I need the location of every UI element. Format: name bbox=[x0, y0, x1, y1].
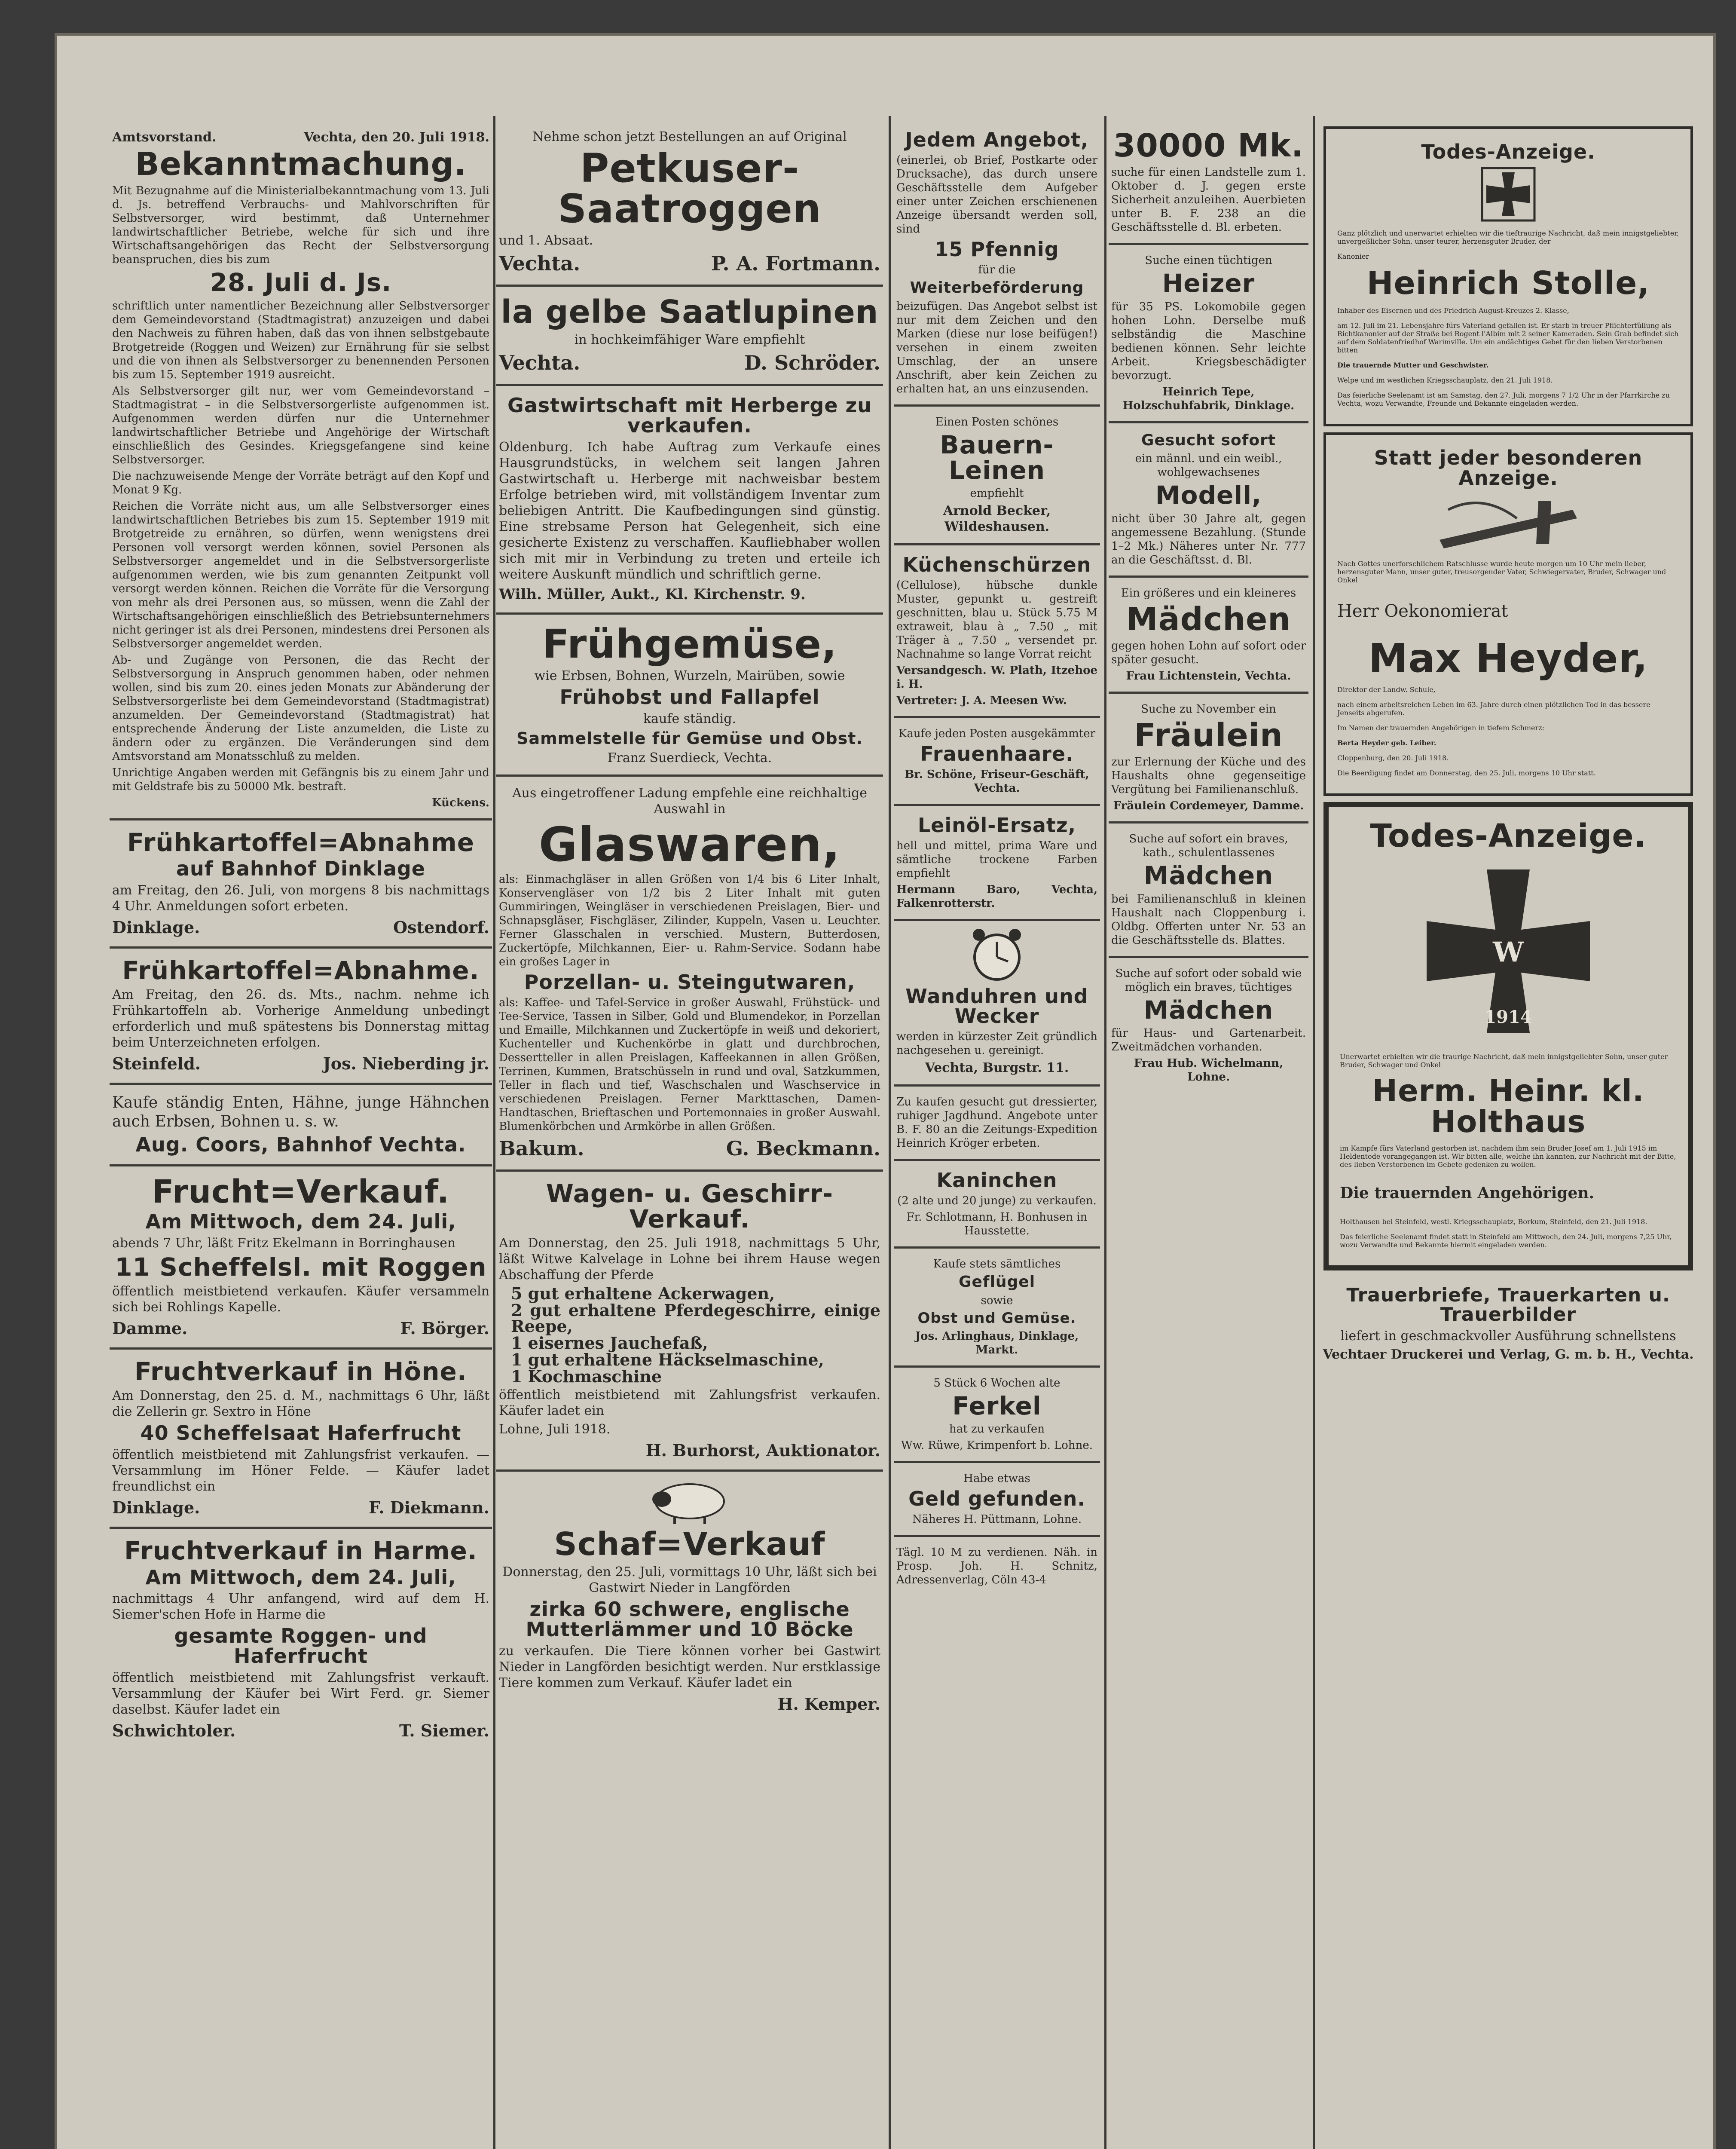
ad-advertiser: Hermann Baro, Vechta, Falkenrotterstr. bbox=[896, 883, 1097, 910]
notice-paragraph: Unrichtige Angaben werden mit Gefängnis bis zu einem Jahr und mit Geldstrafe bis zu 50000 Mk. bestraft. bbox=[112, 766, 489, 793]
ad-text: (einerlei, ob Brief, Postkarte oder Drucksache), das durch unsere Geschäftsstelle dem Aufgeber einer unter Zeichen erschienenen Anzeige übersandt werden soll, sind bbox=[896, 153, 1097, 236]
ad-advertiser: Fräulein Cordemeyer, Damme. bbox=[1113, 799, 1304, 813]
ad-text: empfiehlt bbox=[970, 487, 1024, 500]
ad-text: beizufügen. Das Angebot selbst ist nur mit dem Zeichen und den Marken (diese nur lose beifügen!) versehen in einem zweiten Umschlag, der an unsere Anschrift, aber kein Zeichen zu erhalten hat, an uns einzusenden. bbox=[896, 300, 1097, 395]
list-item: 1 gut erhaltene Häckselmaschine, bbox=[511, 1350, 824, 1369]
ad-text: Oldenburg. Ich habe Auftrag zum Verkaufe eines Hausgrundstücks, in welchem seit langen Jahren Gastwirtschaft u. Herberge mit nachweisbar bestem Erfolge betrieben wird, mit vollständigem Inventar zum beliebigen Antritt. Die Kaufbedingungen sind günstig. Eine strebsame Person hat Gelegenheit, sich eine gesicherte Existenz zu verschaffen. Kaufliebhaber wollen sich mit mir in Verbindung zu treten und erteile ich weitere Auskunft mündlich und schriftlich gerne. bbox=[499, 439, 880, 582]
ad-gefluegel bbox=[894, 1249, 1100, 1367]
death-notice-text: am 12. Juli im 21. Lebensjahre fürs Vaterland gefallen ist. Er starb in treuer Pflichterfüllung als Richtkanonier auf der Straße bei Rogent l'Albim mit 2 seiner Kameraden. Sein Grab befindet sich auf dem Soldatenfriedhof Warimville. Um ein andächtiges Gebet für den lieben Verstorbenen bitten bbox=[1337, 321, 1679, 355]
ad-heizer bbox=[1109, 245, 1308, 423]
ad-title: Jedem Angebot, bbox=[905, 128, 1089, 151]
death-notice-place: Holthausen bei Steinfeld, westl. Kriegsschauplatz, Borkum, Steinfeld, den 21. Juli 1918. bbox=[1340, 1218, 1647, 1226]
column-4 bbox=[1109, 120, 1308, 2149]
ad-title: Küchenschürzen bbox=[902, 553, 1091, 576]
ad-advertiser: H. Kemper. bbox=[777, 1694, 880, 1714]
ad-intro: Suche auf sofort oder sobald wie möglich ein braves, tüchtiges bbox=[1115, 967, 1302, 994]
ad-text: und 1. Absaat. bbox=[499, 233, 593, 248]
notice-paragraph: schriftlich unter namentlicher Bezeichnung aller Selbstversorger dem Gemeindevorstand (Stadtmagistrat) anzuzeigen und dabei den Nachweis zu führen haben, daß das von ihnen selbstgebaute Brotgetreide (Roggen und Weizen) zur Ernährung für sie selbst und die von ihnen als Selbstversorger zu benennenden Personen bis zum 15. September 1919 ausreicht. bbox=[112, 299, 489, 381]
notice-paragraph: Die nachzuweisende Menge der Vorräte beträgt auf den Kopf und Monat 9 Kg. bbox=[112, 469, 489, 496]
ad-place: Lohne, Juli 1918. bbox=[499, 1421, 611, 1437]
ad-text: Zu kaufen gesucht gut dressierter, ruhiger Jagdhund. Angebote unter B. F. 80 an die Zeitungs-Expedition Heinrich Kröger erbeten. bbox=[896, 1096, 1097, 1150]
ad-fruehgemuese bbox=[496, 615, 883, 777]
mourners: Die trauernde Mutter und Geschwister. bbox=[1337, 361, 1489, 370]
ad-item-list bbox=[499, 1283, 880, 1386]
ad-jedem-angebot bbox=[894, 120, 1100, 407]
ad-title: Mädchen bbox=[1143, 995, 1274, 1025]
column-rule bbox=[1313, 116, 1315, 2149]
ad-text: Am Freitag, den 26. ds. Mts., nachm. nehme ich Frühkartoffeln ab. Vorherige Anmeldung unbedingt erforderlich und muß spätestens bis Donnerstag mittag beim Unterzeichneten erfolgen. bbox=[112, 987, 489, 1050]
ad-intro: Ein größeres und ein kleineres bbox=[1121, 586, 1296, 600]
ad-highlight: 15 Pfennig bbox=[935, 237, 1059, 261]
ad-kuechenschuerzen bbox=[894, 545, 1100, 718]
list-item: 2 gut erhaltene Pferdegeschirre, einige Reepe, bbox=[511, 1300, 880, 1336]
ad-place: Damme. bbox=[112, 1319, 188, 1338]
notice-paragraph: Mit Bezugnahme auf die Ministerialbekanntmachung vom 13. Juli d. Js. betreffend Verbrauchs- und Mahlvorschriften für Selbstversorger, wird bestimmt, daß Unternehmer landwirtschaftlicher Betriebe, welche für sich und ihre Wirtschaftsangehörigen das Recht der Selbstversorgung beanspruchen, dies bis zum bbox=[112, 184, 489, 266]
ad-advertiser: G. Beckmann. bbox=[726, 1136, 880, 1160]
ad-fruehkartoffel-steinfeld bbox=[110, 949, 492, 1085]
ad-advertiser: Frau Lichtenstein, Vechta. bbox=[1126, 669, 1291, 683]
ad-advertiser: Aug. Coors, Bahnhof Vechta. bbox=[135, 1133, 466, 1156]
ad-place: Steinfeld. bbox=[112, 1053, 201, 1073]
ad-text: Donnerstag, den 25. Juli, vormittags 10 Uhr, läßt sich bei Gastwirt Nieder in Langförden bbox=[502, 1564, 877, 1596]
ad-text: Habe etwas bbox=[963, 1472, 1030, 1485]
ad-advertiser: Ww. Rüwe, Krimpenfort b. Lohne. bbox=[901, 1439, 1093, 1452]
ad-text: für die bbox=[978, 263, 1016, 276]
ad-place: Vechta. bbox=[499, 251, 581, 275]
official-notice bbox=[110, 120, 492, 820]
death-notice-text: Direktor der Landw. Schule, bbox=[1337, 686, 1436, 694]
ad-advertiser: T. Siemer. bbox=[399, 1721, 489, 1741]
death-notice-text: im Kampfe fürs Vaterland gestorben ist, nachdem ihm sein Bruder Josef am 1. Juli 1915 im Heldentode vorangegangen ist. Wir bitten alle, welche ihn kannten, zur Nachricht mit der Bitte, des lieben Verstorbenen im Gebete gedenken zu wollen. bbox=[1340, 1144, 1676, 1169]
ad-advertiser: P. A. Fortmann. bbox=[711, 251, 880, 275]
ad-place: Dinklage. bbox=[112, 917, 200, 937]
ad-text: bei Familienanschluß in kleinen Haushalt nach Cloppenburg i. Oldbg. Offerten unter Nr. 53 an die Geschäftsstelle ds. Blattes. bbox=[1111, 892, 1306, 947]
ad-highlight: gesamte Roggen- und Haferfrucht bbox=[174, 1624, 428, 1668]
death-notice-title: Todes-Anzeige. bbox=[1370, 817, 1647, 855]
ad-text: (2 alte und 20 junge) zu verkaufen. bbox=[897, 1194, 1097, 1208]
ad-title: Bauern-Leinen bbox=[940, 430, 1054, 485]
ad-text: öffentlich meistbietend mit Zahlungsfrist verkauft. Versammlung der Käufer bei Wirt Ferd. gr. Siemer daselbst. Käufer ladet ein bbox=[112, 1670, 489, 1717]
ad-subtitle: Obst und Gemüse. bbox=[917, 1310, 1076, 1327]
ad-title: Mädchen bbox=[1126, 600, 1291, 638]
mourners: Berta Heyder geb. Leiber. bbox=[1337, 739, 1436, 747]
ad-text: zu verkaufen. Die Tiere können vorher bei Gastwirt Nieder in Langförden besichtigt werden. Nur erstklassige Tiere kommen zum Verkauf. Käufer ladet ein bbox=[499, 1644, 880, 1691]
ad-title: Petkuser-Saatroggen bbox=[558, 145, 822, 232]
ad-place: Schwichtoler. bbox=[112, 1721, 236, 1741]
ad-intro: Nehme schon jetzt Bestellungen an auf Original bbox=[532, 129, 847, 144]
ad-advertiser: Arnold Becker, Wildeshausen. bbox=[943, 503, 1051, 534]
clock-icon bbox=[963, 927, 1031, 983]
ad-advertiser: Franz Suerdieck, Vechta. bbox=[607, 750, 772, 766]
ad-highlight: Modell, bbox=[1155, 481, 1262, 510]
ad-text: für Haus- und Gartenarbeit. Zweitmädchen vorhanden. bbox=[1111, 1026, 1306, 1053]
notice-deadline: 28. Juli d. Js. bbox=[210, 268, 392, 297]
ad-lead: Am Mittwoch, dem 24. Juli, bbox=[145, 1565, 456, 1589]
deceased-name: Max Heyder, bbox=[1368, 635, 1648, 682]
ad-title: Frühkartoffel=Abnahme. bbox=[122, 955, 480, 985]
ad-text: 5 Stück 6 Wochen alte bbox=[933, 1376, 1061, 1390]
ad-fruchtverkauf-harme bbox=[110, 1529, 492, 1750]
death-notice-title: Statt jeder besonderen Anzeige. bbox=[1374, 446, 1643, 490]
deceased-rank: Kanonier bbox=[1337, 252, 1369, 260]
ad-text: in hochkeimfähiger Ware empfiehlt bbox=[574, 332, 805, 348]
death-notice-stolle bbox=[1323, 126, 1693, 426]
ad-text: nachmittags 4 Uhr anfangend, wird auf dem H. Siemer'schen Hofe in Harme die bbox=[112, 1591, 489, 1622]
ad-frauenhaare bbox=[894, 718, 1100, 806]
ad-intro: Einen Posten schönes bbox=[935, 415, 1059, 429]
ad-wagen-verkauf bbox=[496, 1172, 883, 1472]
ad-text: öffentlich meistbietend mit Zahlungsfrist verkaufen. — Versammlung im Höner Felde. — Käufer ladet freundlichst ein bbox=[112, 1447, 489, 1494]
death-notice-place: Welpe und im westlichen Kriegsschauplatz, den 21. Juli 1918. bbox=[1337, 376, 1553, 385]
ad-maedchen-2 bbox=[1109, 823, 1308, 958]
ad-modell bbox=[1109, 423, 1308, 578]
ad-30000-mark bbox=[1109, 120, 1308, 245]
ad-title: Wagen- u. Geschirr-Verkauf. bbox=[546, 1179, 834, 1234]
death-notice-text: nach einem arbeitsreichen Leben im 63. Jahre durch einen plötzlichen Tod in das bessere Jenseits abgerufen. bbox=[1337, 701, 1650, 717]
cross-year: 1914 bbox=[1484, 1007, 1532, 1028]
ad-title: Fruchtverkauf in Harme. bbox=[124, 1536, 477, 1566]
ad-text: gegen hohen Lohn auf sofort oder später gesucht. bbox=[1111, 639, 1306, 666]
ad-intro: Suche auf sofort ein braves, kath., schulentlassenes bbox=[1129, 833, 1288, 860]
ad-title: Kaninchen bbox=[936, 1169, 1057, 1192]
ad-title: Leinöl-Ersatz, bbox=[917, 813, 1076, 837]
ad-title: Mädchen bbox=[1143, 861, 1274, 891]
ad-advertiser: Vechtaer Druckerei und Verlag, G. m. b. H., Vechta. bbox=[1323, 1347, 1694, 1362]
ad-text: als: Kaffee- und Tafel-Service in großer Auswahl, Frühstück- und Tee-Service, Tassen in Silber, Gold und Blumendekor, in Porzellan und Emaille, Milchkannen und Zuckertöpfe in weiß und dekoriert, Kuchenteller und Kuchenkörbe in glatt und durchbrochen, Dessertteller in allen Preislagen, Kaffeekannen in allen Größen, Terrinen, Kummen, Bratschüsseln in rund und oval, Satzkummen, Teller in flach und tief, Waschschalen und Waschservice in verschiedenen Preislagen. Ferner Markttaschen, Damen-Handtaschen, Brieftaschen und Portemonnaies in großer Auswahl. Blumenkörbchen und Armkörbe in allen Größen. bbox=[499, 996, 880, 1133]
ad-verdienst bbox=[894, 1537, 1100, 1595]
ad-lead: Am Mittwoch, dem 24. Juli, bbox=[145, 1210, 456, 1234]
ad-advertiser: D. Schröder. bbox=[744, 351, 880, 375]
ad-text: suche für einen Landstelle zum 1. Oktober d. J. gegen erste Sicherheit anzuleihen. Auerbieten unter B. F. 238 an die Geschäftsstelle d. Bl. erbeten. bbox=[1111, 166, 1306, 234]
column-rule bbox=[1104, 116, 1106, 2149]
column-rule bbox=[889, 116, 891, 2149]
ad-glaswaren bbox=[496, 777, 883, 1171]
deceased-name: Heinrich Stolle, bbox=[1366, 264, 1650, 302]
notice-signature: Kückens. bbox=[432, 796, 489, 809]
ad-advertiser: F. Diekmann. bbox=[369, 1498, 489, 1518]
ad-maedchen-3 bbox=[1109, 958, 1308, 1093]
ad-text: für 35 PS. Lokomobile gegen hohen Lohn. Derselbe muß selbständig die Maschine bedienen können. Sehr leichte Arbeit. Kriegsbeschädigter bevorzugt. bbox=[1111, 300, 1306, 382]
ad-text: wie Erbsen, Bohnen, Wurzeln, Mairüben, sowie bbox=[534, 668, 845, 683]
ad-title: Gastwirtschaft mit Herberge zu verkaufen. bbox=[507, 394, 872, 438]
notice-title: Bekanntmachung. bbox=[135, 146, 467, 183]
ad-text: Kaufe jeden Posten ausgekämmter bbox=[898, 727, 1096, 740]
death-notice-holthaus bbox=[1323, 802, 1693, 1270]
ad-title: Geflügel bbox=[958, 1273, 1036, 1291]
list-item: 1 Kochmaschine bbox=[511, 1366, 662, 1386]
death-notice-text: Nach Gottes unerforschlichem Ratschlusse wurde heute morgen um 10 Uhr mein lieber, herzensguter Mann, unser guter, treusorgender Vater, Schwiegervater, Bruder, Schwager und Onkel bbox=[1337, 560, 1666, 585]
deceased-name: Herm. Heinr. kl. Holthaus bbox=[1372, 1073, 1644, 1139]
column-rule bbox=[493, 116, 495, 2149]
ad-kaninchen bbox=[894, 1161, 1100, 1249]
cross-monogram: W bbox=[1493, 936, 1524, 969]
deceased-rank: Herr Oekonomierat bbox=[1337, 601, 1508, 621]
ad-frucht-verkauf bbox=[110, 1166, 492, 1350]
ad-advertiser: Heinrich Tepe, Holzschuhfabrik, Dinklage. bbox=[1122, 385, 1295, 412]
ad-leinoel bbox=[894, 806, 1100, 921]
column-3 bbox=[894, 120, 1100, 2149]
ad-text: Tägl. 10 M zu verdienen. Näh. in Prosp. Joh. H. Schnitz, Adressenverlag, Cöln 43-4 bbox=[896, 1546, 1097, 1586]
ad-text: als: Einmachgläser in allen Größen von 1/4 bis 6 Liter Inhalt, Konservengläser von 1/2 bis 2 Liter Inhalt mit guten Gummiringen, Weingläser in verschiedenen Preislagen, Bier- und Schnapsgläser, Fischgläser, Zilinder, Kuppeln, Vasen u. Leuchter. Ferner Glasschalen in verschied. Mustern, Butterdosen, Zuckertöpfe, Milchkannen, Eier- u. Rahm-Service. Sodann habe ein großes Lager in bbox=[499, 872, 880, 968]
ad-text: öffentlich meistbietend verkaufen. Käufer versammeln sich bei Rohlings Kapelle. bbox=[112, 1284, 489, 1315]
death-notice-heyder bbox=[1323, 432, 1693, 796]
sheep-icon bbox=[649, 1478, 730, 1525]
ad-title: Trauerbriefe, Trauerkarten u. Trauerbilder bbox=[1346, 1284, 1670, 1326]
ad-advertiser: Sammelstelle für Gemüse und Obst. bbox=[517, 729, 863, 748]
ad-text: sowie bbox=[981, 1294, 1013, 1307]
ad-advertiser: H. Burhorst, Auktionator. bbox=[645, 1440, 880, 1460]
ad-title: Heizer bbox=[1162, 269, 1255, 298]
ad-advertiser: Näheres H. Püttmann, Lohne. bbox=[912, 1512, 1082, 1526]
ad-highlight: Frühobst und Fallapfel bbox=[559, 685, 820, 709]
palm-cross-icon bbox=[1431, 493, 1586, 553]
iron-cross-icon bbox=[1414, 857, 1603, 1046]
column-1 bbox=[110, 120, 492, 2149]
ad-title: Fruchtverkauf in Höne. bbox=[134, 1357, 467, 1387]
ad-title: Glaswaren, bbox=[538, 817, 841, 872]
ad-ferkel bbox=[894, 1368, 1100, 1463]
ad-intro: Suche zu November ein bbox=[1141, 702, 1276, 716]
notice-paragraph: Reichen die Vorräte nicht aus, um alle Selbstversorger eines landwirtschaftlichen Betriebes bis zum 15. September 1919 mit Brotgetreide zu ernähren, so dürfen, wenn wenigstens drei Personen voll versorgt werden können, soviel Personen als Selbstversorger angemeldet und in die Selbstversorgerliste aufgenommen werden, wie bis zum genannten Zeitpunkt voll versorgt werden können. Reichen die Vorräte für die Versorgung von mehr als drei Personen aus, so müssen, wenn die Zahl der Wirtschaftsangehörigen einschließlich des Betriebsunternehmers nicht geringer ist als drei Personen, mindestens drei Personen als Selbstversorger angemeldet werden. bbox=[112, 499, 489, 650]
death-notice-text: Ganz plötzlich und unerwartet erhielten wir die tieftraurige Nachricht, daß mein innigstgeliebter, unvergeßlicher Sohn, unser teurer, herzensguter Bruder, der bbox=[1337, 229, 1679, 245]
notice-office: Amtsvorstand. bbox=[112, 130, 217, 145]
ad-title: Frühgemüse, bbox=[542, 621, 837, 667]
ad-text: am Freitag, den 26. Juli, von morgens 8 bis nachmittags 4 Uhr. Anmeldungen sofort erbeten. bbox=[112, 882, 489, 914]
ad-title: Frucht=Verkauf. bbox=[152, 1173, 449, 1210]
ad-title: Geld gefunden. bbox=[908, 1487, 1085, 1510]
death-notice-place: Cloppenburg, den 20. Juli 1918. bbox=[1337, 754, 1449, 762]
ad-title: la gelbe Saatlupinen bbox=[501, 293, 879, 331]
ad-trauerbriefe bbox=[1319, 1277, 1697, 1371]
ad-saatlupinen bbox=[496, 287, 883, 386]
death-notice-text: Im Namen der trauernden Angehörigen in tiefem Schmerz: bbox=[1337, 724, 1544, 732]
notice-paragraph: Ab- und Zugänge von Personen, die das Recht der Selbstversorgung in Anspruch genommen haben, oder nehmen wollen, sind bis zum 20. eines jeden Monats zur Abänderung der Selbstversorgerliste bei dem Gemeindevorstand (Stadtmagistrat) anzumelden. Der Gemeindevorstand (Stadtmagistrat) hat entsprechende Änderung der Liste anzumelden, die Liste zu ändern oder zu ergänzen. Die Veränderungen sind dem Amtsvorstand am Monatsschluß zu melden. bbox=[112, 653, 489, 763]
ad-title: 30000 Mk. bbox=[1113, 127, 1304, 164]
ad-highlight: zirka 60 schwere, englische Mutterlämmer und 10 Böcke bbox=[526, 1598, 854, 1641]
ad-text: nicht über 30 Jahre alt, gegen angemessene Bezahlung. (Stunde 1–2 Mk.) Näheres unter Nr. 777 an die Geschäftsst. d. Bl. bbox=[1111, 512, 1306, 566]
ad-place: Vechta. bbox=[499, 351, 581, 375]
ad-title: Schaf=Verkauf bbox=[554, 1525, 825, 1563]
ad-title: Frauenhaare. bbox=[920, 742, 1074, 765]
ad-place: Bakum. bbox=[499, 1136, 584, 1160]
ad-advertiser: Vechta, Burgstr. 11. bbox=[925, 1060, 1069, 1076]
ad-subtitle: auf Bahnhof Dinklage bbox=[176, 857, 426, 880]
ad-text: liefert in geschmackvoller Ausführung schnellstens bbox=[1340, 1329, 1676, 1344]
ad-advertiser: Fr. Schlotmann, H. Bonhusen in Hausstette. bbox=[906, 1211, 1088, 1238]
death-notice-text: Inhaber des Eisernen und des Friedrich August-Kreuzes 2. Klasse, bbox=[1337, 306, 1569, 315]
column-5 bbox=[1319, 120, 1697, 2149]
ad-jagdhund bbox=[894, 1087, 1100, 1161]
ad-text: Kaufe stets sämtliches bbox=[933, 1258, 1061, 1271]
ad-title: Ferkel bbox=[952, 1391, 1042, 1420]
ad-wanduhren bbox=[894, 921, 1100, 1087]
ad-place: Dinklage. bbox=[112, 1498, 200, 1518]
iron-cross-icon bbox=[1480, 166, 1536, 222]
ad-petkuser-saatroggen bbox=[496, 120, 883, 287]
death-notice-text: Unerwartet erhielten wir die traurige Nachricht, daß mein innigstgeliebter Sohn, unser guter Bruder, Schwager und Onkel bbox=[1340, 1053, 1668, 1069]
ad-intro: Aus eingetroffener Ladung empfehle eine reichhaltige Auswahl in bbox=[512, 786, 868, 817]
ad-schaf-verkauf bbox=[496, 1472, 883, 1723]
ad-text: Am Donnerstag, den 25. Juli 1918, nachmittags 5 Uhr, läßt Witwe Kalvelage in Lohne bei ihrem Hause wegen Abschaffung der Pferde bbox=[499, 1235, 880, 1283]
ad-bauern-leinen bbox=[894, 407, 1100, 545]
death-notice-text: Das feierliche Seelenamt findet statt in Steinfeld am Mittwoch, den 24. Juli, morgens 7,25 Uhr, wozu Verwandte und Bekannte hiermit eingeladen werden. bbox=[1340, 1233, 1672, 1249]
ad-advertiser: Jos. Nieberding jr. bbox=[323, 1053, 489, 1073]
death-notice-text: Das feierliche Seelenamt ist am Samstag, den 27. Juli, morgens 7 1/2 Uhr in der Pfarrkirche zu Vechta, wozu Verwandte, Freunde und Bekannte eingeladen werden. bbox=[1337, 391, 1670, 408]
ad-text: zur Erlernung der Küche und des Haushalts ohne gegenseitige Vergütung bei Familienanschluß. bbox=[1111, 756, 1306, 796]
column-2 bbox=[496, 120, 883, 2149]
ad-subtitle: Porzellan- u. Steingutwaren, bbox=[524, 970, 856, 994]
ad-text: hat zu verkaufen bbox=[949, 1422, 1045, 1436]
ad-text: Kaufe ständig Enten, Hähne, junge Hähnchen auch Erbsen, Bohnen u. s. w. bbox=[112, 1093, 489, 1130]
ad-fraeulein bbox=[1109, 694, 1308, 823]
ad-advertiser: Vertreter: J. A. Meesen Ww. bbox=[896, 694, 1067, 707]
ad-advertiser: Frau Hub. Wichelmann, Lohne. bbox=[1134, 1056, 1284, 1084]
list-item: 5 gut erhaltene Ackerwagen, bbox=[511, 1283, 775, 1303]
ad-title: Gesucht sofort bbox=[1141, 431, 1276, 449]
ad-text: (Cellulose), hübsche dunkle Muster, gepunkt u. gestreift geschnitten, blau u. Stück 5.75 M extraweit, blau à „ 7.50 „ mit Träger à „ 7.50 „ versendet pr. Nachnahme so lange Vorrat reicht bbox=[896, 579, 1097, 661]
ad-text: ein männl. und ein weibl., wohlgewachsenes bbox=[1135, 452, 1282, 479]
ad-text: hell und mittel, prima Ware und sämtliche trockene Farben empfiehlt bbox=[896, 839, 1097, 880]
ad-highlight: 40 Scheffelsaat Haferfrucht bbox=[140, 1421, 462, 1445]
ad-advertiser: Br. Schöne, Friseur-Geschäft, Vechta. bbox=[905, 768, 1089, 795]
ad-advertiser: Ostendorf. bbox=[393, 917, 489, 937]
ad-fruehkartoffel-dinklage bbox=[110, 820, 492, 949]
ad-text: werden in kürzester Zeit gründlich nachgesehen u. gereinigt. bbox=[896, 1030, 1097, 1057]
ad-coors bbox=[110, 1085, 492, 1166]
notice-dateline: Vechta, den 20. Juli 1918. bbox=[303, 130, 489, 145]
ad-subtitle: Weiterbeförderung bbox=[910, 279, 1084, 297]
ad-intro: Suche einen tüchtigen bbox=[1145, 254, 1272, 267]
ad-title: Wanduhren und Wecker bbox=[905, 984, 1088, 1028]
ad-title: Frühkartoffel=Abnahme bbox=[127, 827, 475, 857]
list-item: 1 eisernes Jauchefaß, bbox=[511, 1333, 708, 1353]
ad-advertiser: Jos. Arlinghaus, Dinklage, Markt. bbox=[915, 1329, 1079, 1356]
notice-paragraph: Als Selbstversorger gilt nur, wer vom Gemeindevorstand – Stadtmagistrat – in die Selbstversorgerliste aufgenommen ist. Aufgenommen werden dürfen nur die Unternehmer landwirtschaftlicher Betriebe und Angehörige der Wirtschaft einschließlich des Gesindes. Kriegsgefangene sind keine Selbstversorger. bbox=[112, 384, 489, 466]
ad-text: abends 7 Uhr, läßt Fritz Ekelmann in Borringhausen bbox=[112, 1236, 456, 1251]
ad-fruchtverkauf-hoene bbox=[110, 1350, 492, 1529]
ad-text: kaufe ständig. bbox=[643, 711, 736, 726]
ad-highlight: 11 Scheffelsl. mit Roggen bbox=[115, 1252, 487, 1282]
ad-geld-gefunden bbox=[894, 1463, 1100, 1537]
death-notice-text: Die Beerdigung findet am Donnerstag, den 25. Juli, morgens 10 Uhr statt. bbox=[1337, 769, 1596, 778]
ad-title: Fräulein bbox=[1134, 716, 1283, 754]
ad-text: Am Donnerstag, den 25. d. M., nachmittags 6 Uhr, läßt die Zellerin gr. Sextro in Höne bbox=[112, 1388, 489, 1420]
ad-advertiser: Wilh. Müller, Aukt., Kl. Kirchenstr. 9. bbox=[499, 585, 806, 603]
ad-advertiser: Versandgesch. W. Plath, Itzehoe i. H. bbox=[896, 664, 1097, 691]
ad-advertiser: F. Börger. bbox=[400, 1319, 489, 1338]
ad-maedchen-1 bbox=[1109, 578, 1308, 694]
death-notice-title: Todes-Anzeige. bbox=[1421, 140, 1595, 163]
ad-text: öffentlich meistbietend mit Zahlungsfrist verkaufen. Käufer ladet ein bbox=[499, 1387, 880, 1418]
ad-gastwirtschaft bbox=[496, 386, 883, 615]
mourners: Die trauernden Angehörigen. bbox=[1340, 1184, 1595, 1203]
